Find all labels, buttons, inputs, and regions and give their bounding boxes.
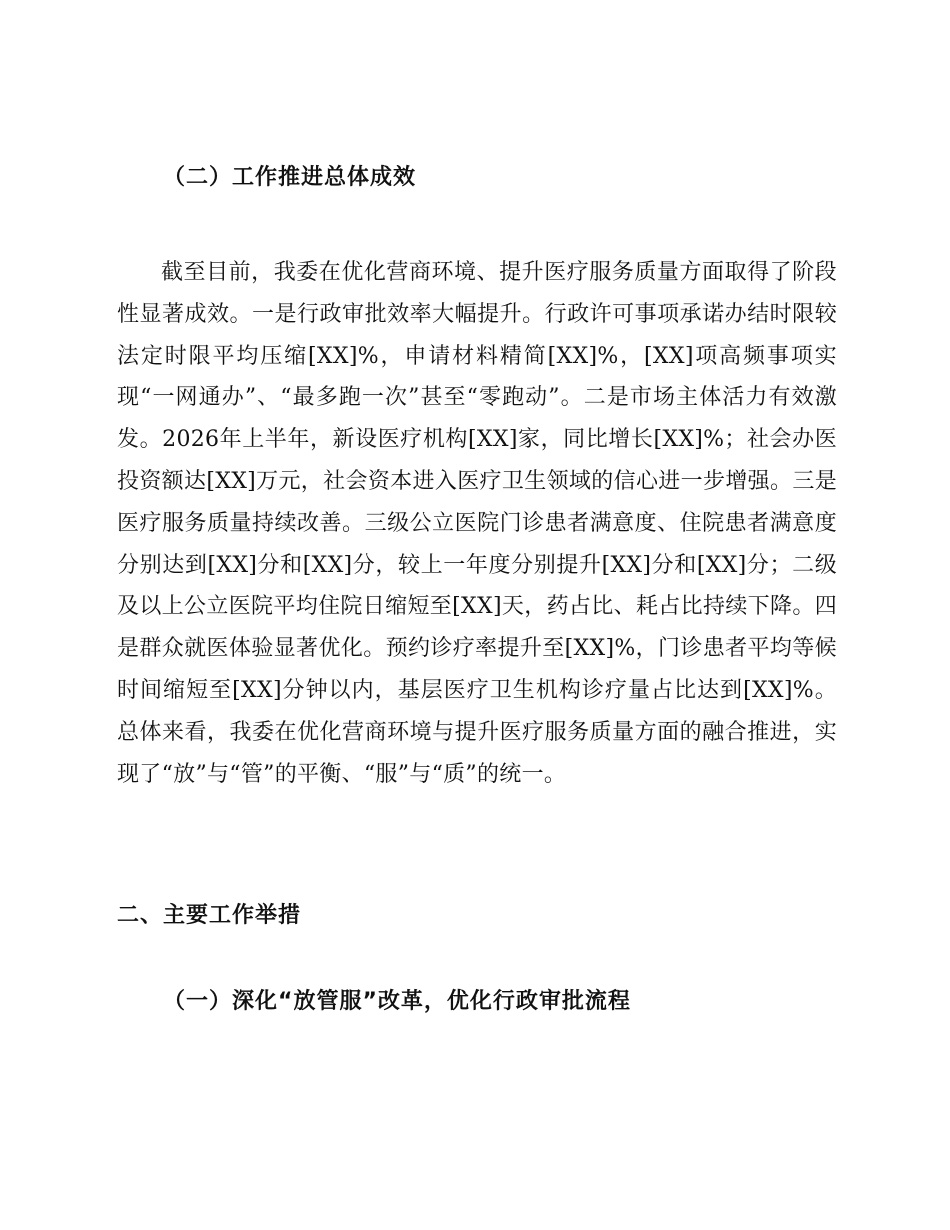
section-heading-main-measures: 二、主要工作举措 (117, 903, 302, 928)
subsection-heading-overall-effect: （二）工作推进总体成效 (163, 165, 417, 190)
subsection-heading-reform: （一）深化“放管服”改革，优化行政审批流程 (163, 989, 631, 1014)
body-paragraph: 截至目前，我委在优化营商环境、提升医疗服务质量方面取得了阶段性显著成效。一是行政审批效率大幅提升。行政许可事项承诺办结时限较法定时限平均压缩[XX]%，申请材料精简[XX]%，[XX]项高频事项实现“一网通办”、“最多跑一次”甚至“零跑动”。二是市场主体活力有效激发。2026年上半年，新设医疗机构[XX]家，同比增长[XX]%；社会办医投资额达[XX]万元，社会资本进入医疗卫生领域的信心进一步增强。三是医疗服务质量持续改善。三级公立医院门诊患者满意度、住院患者满意度分别达到[XX]分和[XX]分，较上一年度分别提升[XX]分和[XX]分；二级及以上公立医院平均住院日缩短至[XX]天，药占比、耗占比持续下降。四是群众就医体验显著优化。预约诊疗率提升至[XX]%，门诊患者平均等候时间缩短至[XX]分钟以内，基层医疗卫生机构诊疗量占比达到[XX]%。总体来看，我委在优化营商环境与提升医疗服务质量方面的融合推进，实现了“放”与“管”的平衡、“服”与“质”的统一。 (117, 260, 837, 787)
